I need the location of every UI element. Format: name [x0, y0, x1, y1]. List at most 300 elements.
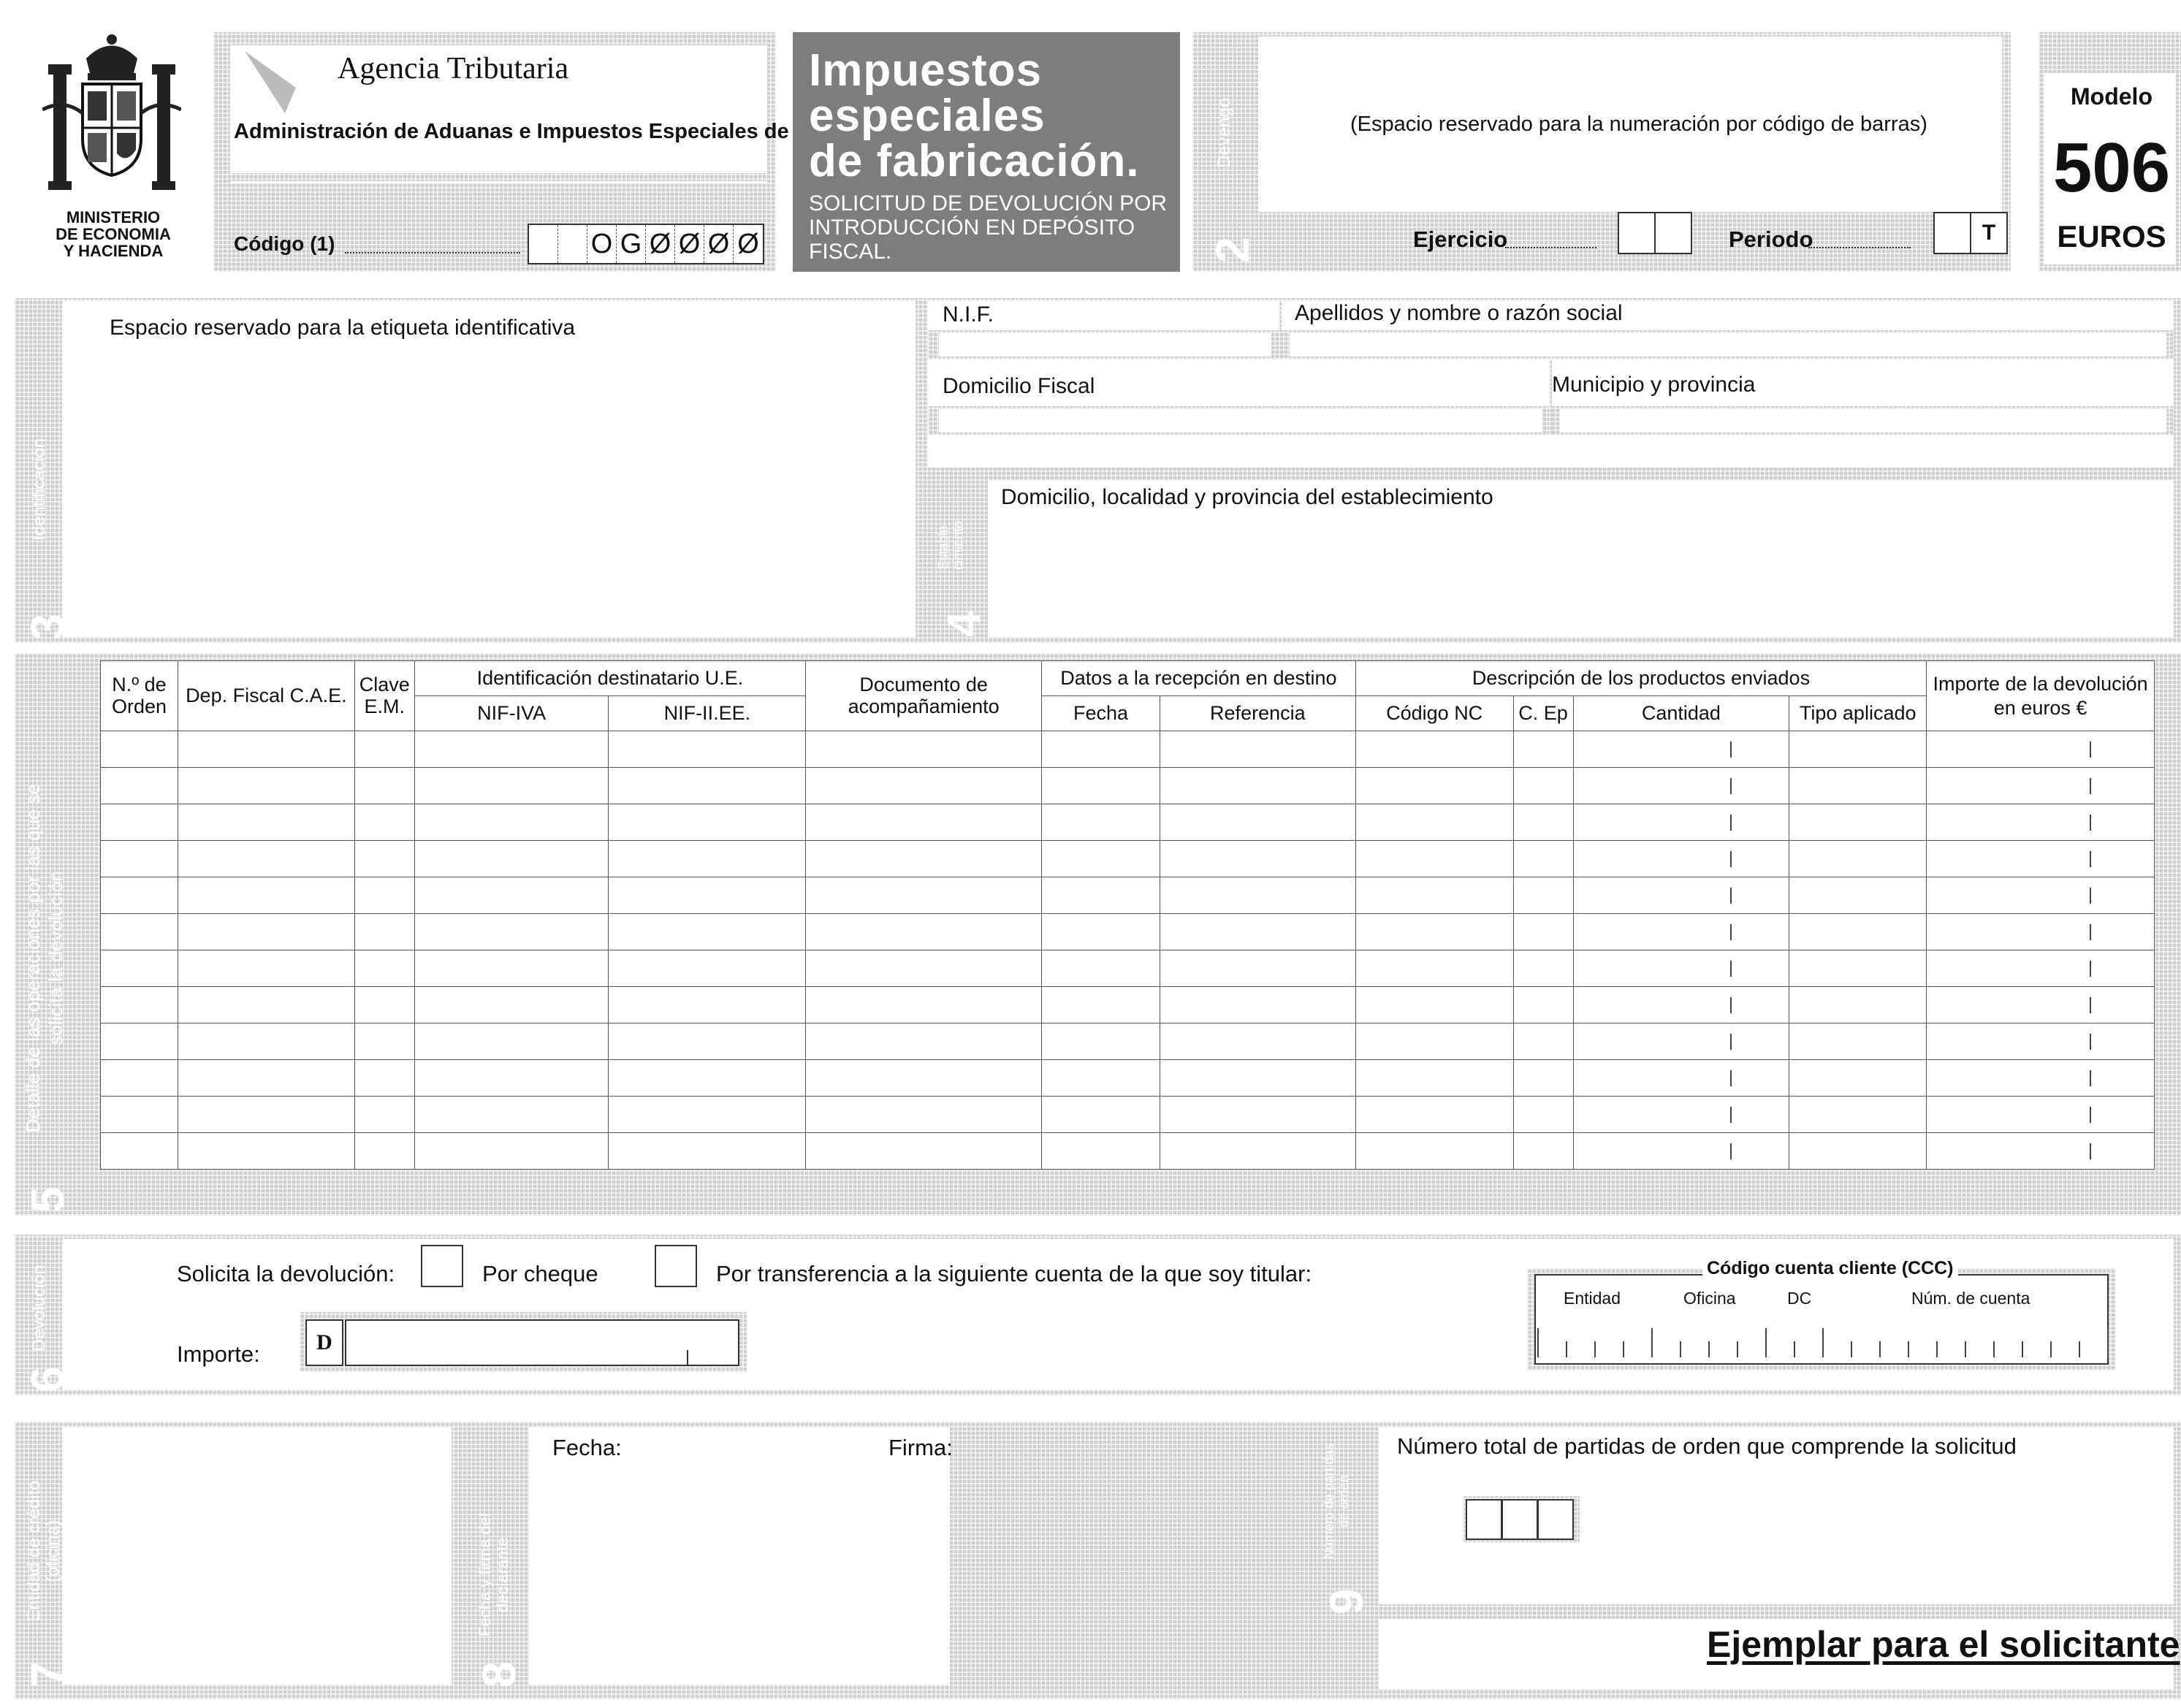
table-cell[interactable] [1355, 1097, 1513, 1133]
table-cell[interactable] [609, 768, 806, 804]
table-cell[interactable] [1789, 914, 1927, 950]
domicilio-field[interactable] [939, 409, 1542, 432]
table-cell[interactable] [1160, 1023, 1355, 1060]
col-referencia: Referencia [1160, 696, 1355, 731]
decimal-mark [1730, 924, 1732, 940]
divider [230, 181, 767, 183]
table-cell[interactable] [414, 804, 609, 841]
table-cell[interactable] [101, 841, 178, 877]
ccc-tick [1594, 1341, 1596, 1357]
table-cell[interactable] [1927, 877, 2155, 914]
table-row [101, 950, 2155, 987]
ccc-tick [1765, 1328, 1767, 1357]
ccc-digit-ticks [1537, 1328, 2107, 1357]
table-cell[interactable] [806, 1023, 1042, 1060]
section-9-label-line-2: de orden [1336, 1475, 1351, 1528]
table-cell[interactable] [1355, 804, 1513, 841]
table-cell[interactable] [354, 804, 414, 841]
table-row [101, 1133, 2155, 1170]
col-descripcion: Descripción de los productos enviados [1355, 661, 1926, 696]
table-cell[interactable] [1573, 877, 1789, 914]
ccc-entidad-label: Entidad [1564, 1289, 1621, 1308]
table-cell[interactable] [178, 731, 354, 768]
tax-title-panel [793, 32, 1180, 272]
apellidos-field[interactable] [1290, 333, 2166, 357]
table-cell[interactable] [1513, 1023, 1573, 1060]
table-cell[interactable] [414, 1097, 609, 1133]
decimal-mark [2090, 1107, 2091, 1123]
table-cell[interactable] [101, 1097, 178, 1133]
ccc-tick [1794, 1341, 1795, 1357]
entidad-credito-box[interactable] [62, 1427, 452, 1685]
table-cell[interactable] [1927, 768, 2155, 804]
ccc-tick [1708, 1341, 1710, 1357]
table-cell[interactable] [101, 914, 178, 950]
ccc-tick [2079, 1341, 2080, 1357]
solicita-label: Solicita la devolución: [177, 1261, 395, 1286]
table-cell[interactable] [414, 950, 609, 987]
section-4-label-line-1: Estable- [936, 521, 951, 570]
decimal-mark [1730, 741, 1732, 758]
table-cell[interactable] [1573, 950, 1789, 987]
table-cell[interactable] [1573, 768, 1789, 804]
table-cell[interactable] [1355, 1023, 1513, 1060]
table-cell[interactable] [1927, 1133, 2155, 1170]
table-header-row-1 [101, 661, 2155, 696]
table-cell[interactable] [806, 768, 1042, 804]
table-cell[interactable] [1789, 1060, 1927, 1097]
table-cell[interactable] [1573, 914, 1789, 950]
table-cell[interactable] [101, 768, 178, 804]
table-cell[interactable] [1160, 1060, 1355, 1097]
decimal-mark [1730, 851, 1732, 867]
transferencia-checkbox[interactable] [655, 1245, 697, 1287]
table-cell[interactable] [1513, 914, 1573, 950]
table-cell[interactable] [1042, 1023, 1160, 1060]
decimal-mark [1730, 778, 1732, 794]
table-cell[interactable] [1355, 950, 1513, 987]
table-cell[interactable] [1573, 1023, 1789, 1060]
ccc-tick [2050, 1341, 2052, 1357]
ccc-tick [2022, 1341, 2023, 1357]
table-row [101, 1097, 2155, 1133]
section-5-number: 5 [21, 1186, 74, 1213]
table-cell[interactable] [1355, 914, 1513, 950]
section-3-number: 3 [21, 614, 74, 640]
table-cell[interactable] [1513, 950, 1573, 987]
table-cell[interactable] [1789, 841, 1927, 877]
table-cell[interactable] [178, 877, 354, 914]
table-cell[interactable] [1160, 1097, 1355, 1133]
transferencia-label: Por transferencia a la siguiente cuenta de la que soy titular: [716, 1261, 1312, 1286]
partidas-digit-2[interactable] [1501, 1499, 1538, 1540]
table-row [101, 987, 2155, 1023]
tax-title-line-1: Impuestos especiales [809, 45, 1046, 141]
periodo-quarter-suffix: T [1970, 212, 2008, 254]
table-cell[interactable] [1042, 841, 1160, 877]
section-7-label [25, 1481, 64, 1622]
partidas-label: Número total de partidas de orden que comprende la solicitud [1397, 1433, 2017, 1459]
tax-title-line-2: de fabricación. [809, 136, 1140, 186]
decimal-mark [1730, 815, 1732, 831]
table-cell[interactable] [178, 987, 354, 1023]
table-cell[interactable] [1355, 877, 1513, 914]
table-cell[interactable] [1927, 950, 2155, 987]
decimal-mark [2090, 741, 2091, 758]
table-cell[interactable] [101, 950, 178, 987]
municipio-field[interactable] [1560, 409, 2166, 432]
table-cell[interactable] [1573, 804, 1789, 841]
tax-subtitle [809, 191, 1180, 264]
table-cell[interactable] [414, 841, 609, 877]
ccc-title: Código cuenta cliente (CCC) [1702, 1258, 1958, 1279]
barcode-note: (Espacio reservado para la numeración por código de barras) [1350, 113, 1927, 136]
ccc-tick [1623, 1341, 1624, 1357]
decimal-mark [2090, 997, 2091, 1013]
table-cell[interactable] [414, 877, 609, 914]
table-cell[interactable] [354, 1133, 414, 1170]
ministry-line-3: Y HACIENDA [63, 242, 164, 261]
table-cell[interactable] [1789, 1097, 1927, 1133]
table-cell[interactable] [1927, 841, 2155, 877]
table-row [101, 877, 2155, 914]
table-cell[interactable] [414, 1133, 609, 1170]
section-8-label-line-1: Fecha y firma del [476, 1513, 494, 1636]
table-cell[interactable] [1789, 768, 1927, 804]
ccc-tick [1908, 1341, 1909, 1357]
table-cell[interactable] [1573, 1060, 1789, 1097]
codigo-digit: O [587, 225, 617, 263]
table-cell[interactable] [1789, 1023, 1927, 1060]
tax-subtitle-line-2: INTRODUCCIÓN EN DEPÓSITO FISCAL. [809, 216, 1135, 264]
table-cell[interactable] [101, 1023, 178, 1060]
table-cell[interactable] [1927, 987, 2155, 1023]
ejemplar-label: Ejemplar para el solicitante [1707, 1624, 2180, 1665]
decimal-mark [1730, 1070, 1732, 1086]
table-cell[interactable] [178, 1133, 354, 1170]
table-cell[interactable] [101, 987, 178, 1023]
table-cell[interactable] [1513, 841, 1573, 877]
nif-label: N.I.F. [943, 302, 994, 327]
section-4-label [937, 521, 966, 570]
table-cell[interactable] [1927, 914, 2155, 950]
section-6-number: 6 [21, 1366, 74, 1392]
agency-name: Agencia Tributaria [338, 52, 569, 85]
table-cell[interactable] [354, 1023, 414, 1060]
table-cell[interactable] [178, 914, 354, 950]
table-cell[interactable] [1573, 1133, 1789, 1170]
table-row [101, 768, 2155, 804]
section-2-number: 2 [1206, 237, 1259, 263]
table-cell[interactable] [1927, 1097, 2155, 1133]
codigo-digit [558, 225, 587, 263]
table-cell[interactable] [354, 841, 414, 877]
section-9-label-line-1: Número de partidas [1322, 1443, 1336, 1559]
table-cell[interactable] [354, 877, 414, 914]
table-cell[interactable] [1789, 950, 1927, 987]
table-cell[interactable] [101, 1133, 178, 1170]
municipio-label: Municipio y provincia [1552, 373, 1756, 397]
modelo-label: Modelo [2071, 83, 2153, 110]
table-cell[interactable] [1160, 914, 1355, 950]
table-cell[interactable] [178, 950, 354, 987]
table-cell[interactable] [1573, 731, 1789, 768]
table-cell[interactable] [609, 987, 806, 1023]
table-cell[interactable] [1573, 841, 1789, 877]
table-cell[interactable] [609, 1097, 806, 1133]
col-nif-iva: NIF-IVA [414, 696, 609, 731]
codigo-dotted-line [345, 252, 520, 253]
table-cell[interactable] [609, 914, 806, 950]
table-cell[interactable] [1513, 804, 1573, 841]
table-cell[interactable] [178, 804, 354, 841]
table-cell[interactable] [1042, 1133, 1160, 1170]
table-cell[interactable] [178, 841, 354, 877]
codigo-digit: G [617, 225, 646, 263]
tax-subtitle-line-1: SOLICITUD DE DEVOLUCIÓN POR [809, 191, 1168, 216]
table-cell[interactable] [609, 841, 806, 877]
agency-logo-icon [241, 44, 300, 117]
table-cell[interactable] [609, 1060, 806, 1097]
ejercicio-label: Ejercicio [1413, 226, 1508, 252]
ccc-tick [1822, 1328, 1824, 1357]
table-cell[interactable] [1355, 731, 1513, 768]
table-cell[interactable] [1160, 950, 1355, 987]
ccc-tick [1566, 1341, 1567, 1357]
table-row [101, 804, 2155, 841]
ccc-oficina-label: Oficina [1683, 1289, 1736, 1308]
decimal-mark [2090, 888, 2091, 904]
ccc-dc-label: DC [1787, 1289, 1812, 1308]
section-8-label-line-2: declarante [493, 1537, 512, 1613]
table-cell[interactable] [414, 914, 609, 950]
table-cell[interactable] [1042, 1060, 1160, 1097]
table-cell[interactable] [609, 877, 806, 914]
ccc-tick [2107, 1328, 2109, 1357]
table-cell[interactable] [1042, 987, 1160, 1023]
section-5-label [22, 784, 67, 1132]
partidas-digit-3[interactable] [1537, 1499, 1574, 1540]
domicilio-label: Domicilio Fiscal [943, 374, 1095, 398]
table-cell[interactable] [1927, 1023, 2155, 1060]
table-cell[interactable] [806, 841, 1042, 877]
table-cell[interactable] [354, 987, 414, 1023]
ccc-tick [1680, 1341, 1681, 1357]
codigo-digit [529, 225, 558, 263]
apellidos-label: Apellidos y nombre o razón social [1295, 301, 1623, 325]
table-cell[interactable] [414, 731, 609, 768]
decimal-mark [1730, 997, 1732, 1013]
table-row [101, 1023, 2155, 1060]
importe-prefix: D [305, 1319, 343, 1366]
col-tipo: Tipo aplicado [1789, 696, 1927, 731]
codigo-digit: Ø [704, 225, 734, 263]
table-row [101, 731, 2155, 768]
table-cell[interactable] [806, 1133, 1042, 1170]
table-cell[interactable] [1513, 768, 1573, 804]
table-cell[interactable] [414, 1023, 609, 1060]
table-cell[interactable] [354, 950, 414, 987]
table-cell[interactable] [354, 1060, 414, 1097]
section-5-label-line-2: solicita la devolución [45, 871, 67, 1045]
table-cell[interactable] [354, 731, 414, 768]
table-cell[interactable] [806, 804, 1042, 841]
table-cell[interactable] [1789, 731, 1927, 768]
firma-label: Firma: [888, 1435, 953, 1460]
table-cell[interactable] [609, 950, 806, 987]
table-cell[interactable] [1927, 1060, 2155, 1097]
importe-label: Importe: [177, 1341, 260, 1367]
section-8-label [476, 1513, 511, 1636]
table-cell[interactable] [806, 1060, 1042, 1097]
table-cell[interactable] [1355, 768, 1513, 804]
table-cell[interactable] [806, 987, 1042, 1023]
nif-field[interactable] [939, 333, 1271, 357]
table-cell[interactable] [1789, 804, 1927, 841]
table-cell[interactable] [101, 1060, 178, 1097]
periodo-digit[interactable] [1933, 212, 1971, 254]
decimal-mark [2090, 924, 2091, 940]
table-row [101, 1060, 2155, 1097]
ccc-tick [1879, 1341, 1881, 1357]
section-4-number: 4 [937, 611, 990, 637]
table-cell[interactable] [1573, 987, 1789, 1023]
table-cell[interactable] [1042, 914, 1160, 950]
table-cell[interactable] [178, 768, 354, 804]
table-cell[interactable] [1042, 731, 1160, 768]
table-cell[interactable] [1355, 841, 1513, 877]
col-codigo-nc: Código NC [1355, 696, 1513, 731]
table-cell[interactable] [1927, 731, 2155, 768]
firma-gap [891, 1427, 950, 1685]
decimal-mark [1730, 961, 1732, 977]
ministry-line-2: DE ECONOMIA [56, 225, 171, 244]
table-cell[interactable] [1042, 804, 1160, 841]
table-cell[interactable] [1160, 1133, 1355, 1170]
ccc-cuenta-label: Núm. de cuenta [1911, 1289, 2030, 1308]
table-cell[interactable] [609, 1133, 806, 1170]
table-cell[interactable] [806, 877, 1042, 914]
table-cell[interactable] [1160, 731, 1355, 768]
table-cell[interactable] [1160, 877, 1355, 914]
table-cell[interactable] [609, 804, 806, 841]
modelo-number: 506 [2052, 129, 2171, 207]
table-cell[interactable] [414, 768, 609, 804]
section-9-number: 9 [1320, 1588, 1373, 1614]
table-row [101, 914, 2155, 950]
table-cell[interactable] [178, 1097, 354, 1133]
table-cell[interactable] [101, 877, 178, 914]
section-2-label: Devengo [1214, 97, 1234, 168]
section-8-number: 8 [473, 1661, 525, 1688]
ccc-tick [1537, 1328, 1539, 1357]
section-6-label: Devolución [29, 1265, 49, 1351]
table-cell[interactable] [1160, 841, 1355, 877]
ministry-line-1: MINISTERIO [66, 208, 161, 226]
table-cell[interactable] [1160, 804, 1355, 841]
ejercicio-digit-1[interactable] [1618, 212, 1656, 254]
table-cell[interactable] [1042, 950, 1160, 987]
codigo-digit: Ø [675, 225, 704, 263]
table-cell[interactable] [806, 1097, 1042, 1133]
decimal-mark [2090, 851, 2091, 867]
section-7-number: 7 [21, 1661, 74, 1688]
decimal-mark [2090, 815, 2091, 831]
table-cell[interactable] [1042, 1097, 1160, 1133]
table-cell[interactable] [1573, 1097, 1789, 1133]
section-7-label-line-1: Entidad de crédito [24, 1480, 44, 1622]
table-cell[interactable] [1513, 1097, 1573, 1133]
ejercicio-digit-2[interactable] [1654, 212, 1692, 254]
table-cell[interactable] [354, 1097, 414, 1133]
section-5-label-line-1: Detalle de las operaciones por las que se [22, 784, 44, 1132]
table-cell[interactable] [1513, 987, 1573, 1023]
decimal-mark [2090, 1034, 2091, 1050]
ccc-tick [1993, 1341, 1995, 1357]
decimal-mark [2090, 1143, 2091, 1159]
table-cell[interactable] [1789, 987, 1927, 1023]
table-cell[interactable] [178, 1060, 354, 1097]
section-4-label-line-2: cimiento [950, 520, 965, 570]
table-row [101, 841, 2155, 877]
table-cell[interactable] [609, 1023, 806, 1060]
table-cell[interactable] [1160, 987, 1355, 1023]
table-cell[interactable] [1160, 768, 1355, 804]
nif-divider [1279, 301, 1282, 359]
col-datos-recepcion: Datos a la recepción en destino [1042, 661, 1356, 696]
identification-label-space [62, 301, 916, 637]
table-cell[interactable] [1042, 877, 1160, 914]
decimal-mark [2090, 1070, 2091, 1086]
table-cell[interactable] [1355, 1133, 1513, 1170]
table-cell[interactable] [1513, 1060, 1573, 1097]
table-cell[interactable] [354, 914, 414, 950]
table-cell[interactable] [806, 731, 1042, 768]
table-cell[interactable] [178, 1023, 354, 1060]
col-documento: Documento de acompañamiento [806, 661, 1042, 731]
codigo-digit: Ø [737, 229, 759, 259]
col-dep-fiscal: Dep. Fiscal C.A.E. [178, 661, 354, 731]
table-cell[interactable] [1789, 877, 1927, 914]
table-cell[interactable] [1789, 1133, 1927, 1170]
table-cell[interactable] [806, 950, 1042, 987]
table-cell[interactable] [414, 987, 609, 1023]
table-cell[interactable] [354, 768, 414, 804]
table-cell[interactable] [1513, 1133, 1573, 1170]
table-cell[interactable] [806, 914, 1042, 950]
decimal-mark [2090, 961, 2091, 977]
codigo-digit: Ø [646, 225, 675, 263]
coat-of-arms-logo [42, 29, 181, 205]
table-cell[interactable] [609, 731, 806, 768]
col-fecha: Fecha [1042, 696, 1160, 731]
cheque-checkbox[interactable] [421, 1245, 463, 1287]
table-cell[interactable] [1513, 877, 1573, 914]
partidas-digit-1[interactable] [1466, 1499, 1502, 1540]
codigo-input[interactable] [528, 224, 764, 264]
table-cell[interactable] [1042, 768, 1160, 804]
ccc-tick [1651, 1328, 1653, 1357]
table-cell[interactable] [1513, 731, 1573, 768]
table-cell[interactable] [414, 1060, 609, 1097]
importe-field[interactable] [345, 1319, 739, 1366]
table-cell[interactable] [1927, 804, 2155, 841]
table-cell[interactable] [1355, 1060, 1513, 1097]
decimal-mark [1730, 1107, 1732, 1123]
table-cell[interactable] [101, 804, 178, 841]
table-cell[interactable] [101, 731, 178, 768]
table-cell[interactable] [1355, 987, 1513, 1023]
